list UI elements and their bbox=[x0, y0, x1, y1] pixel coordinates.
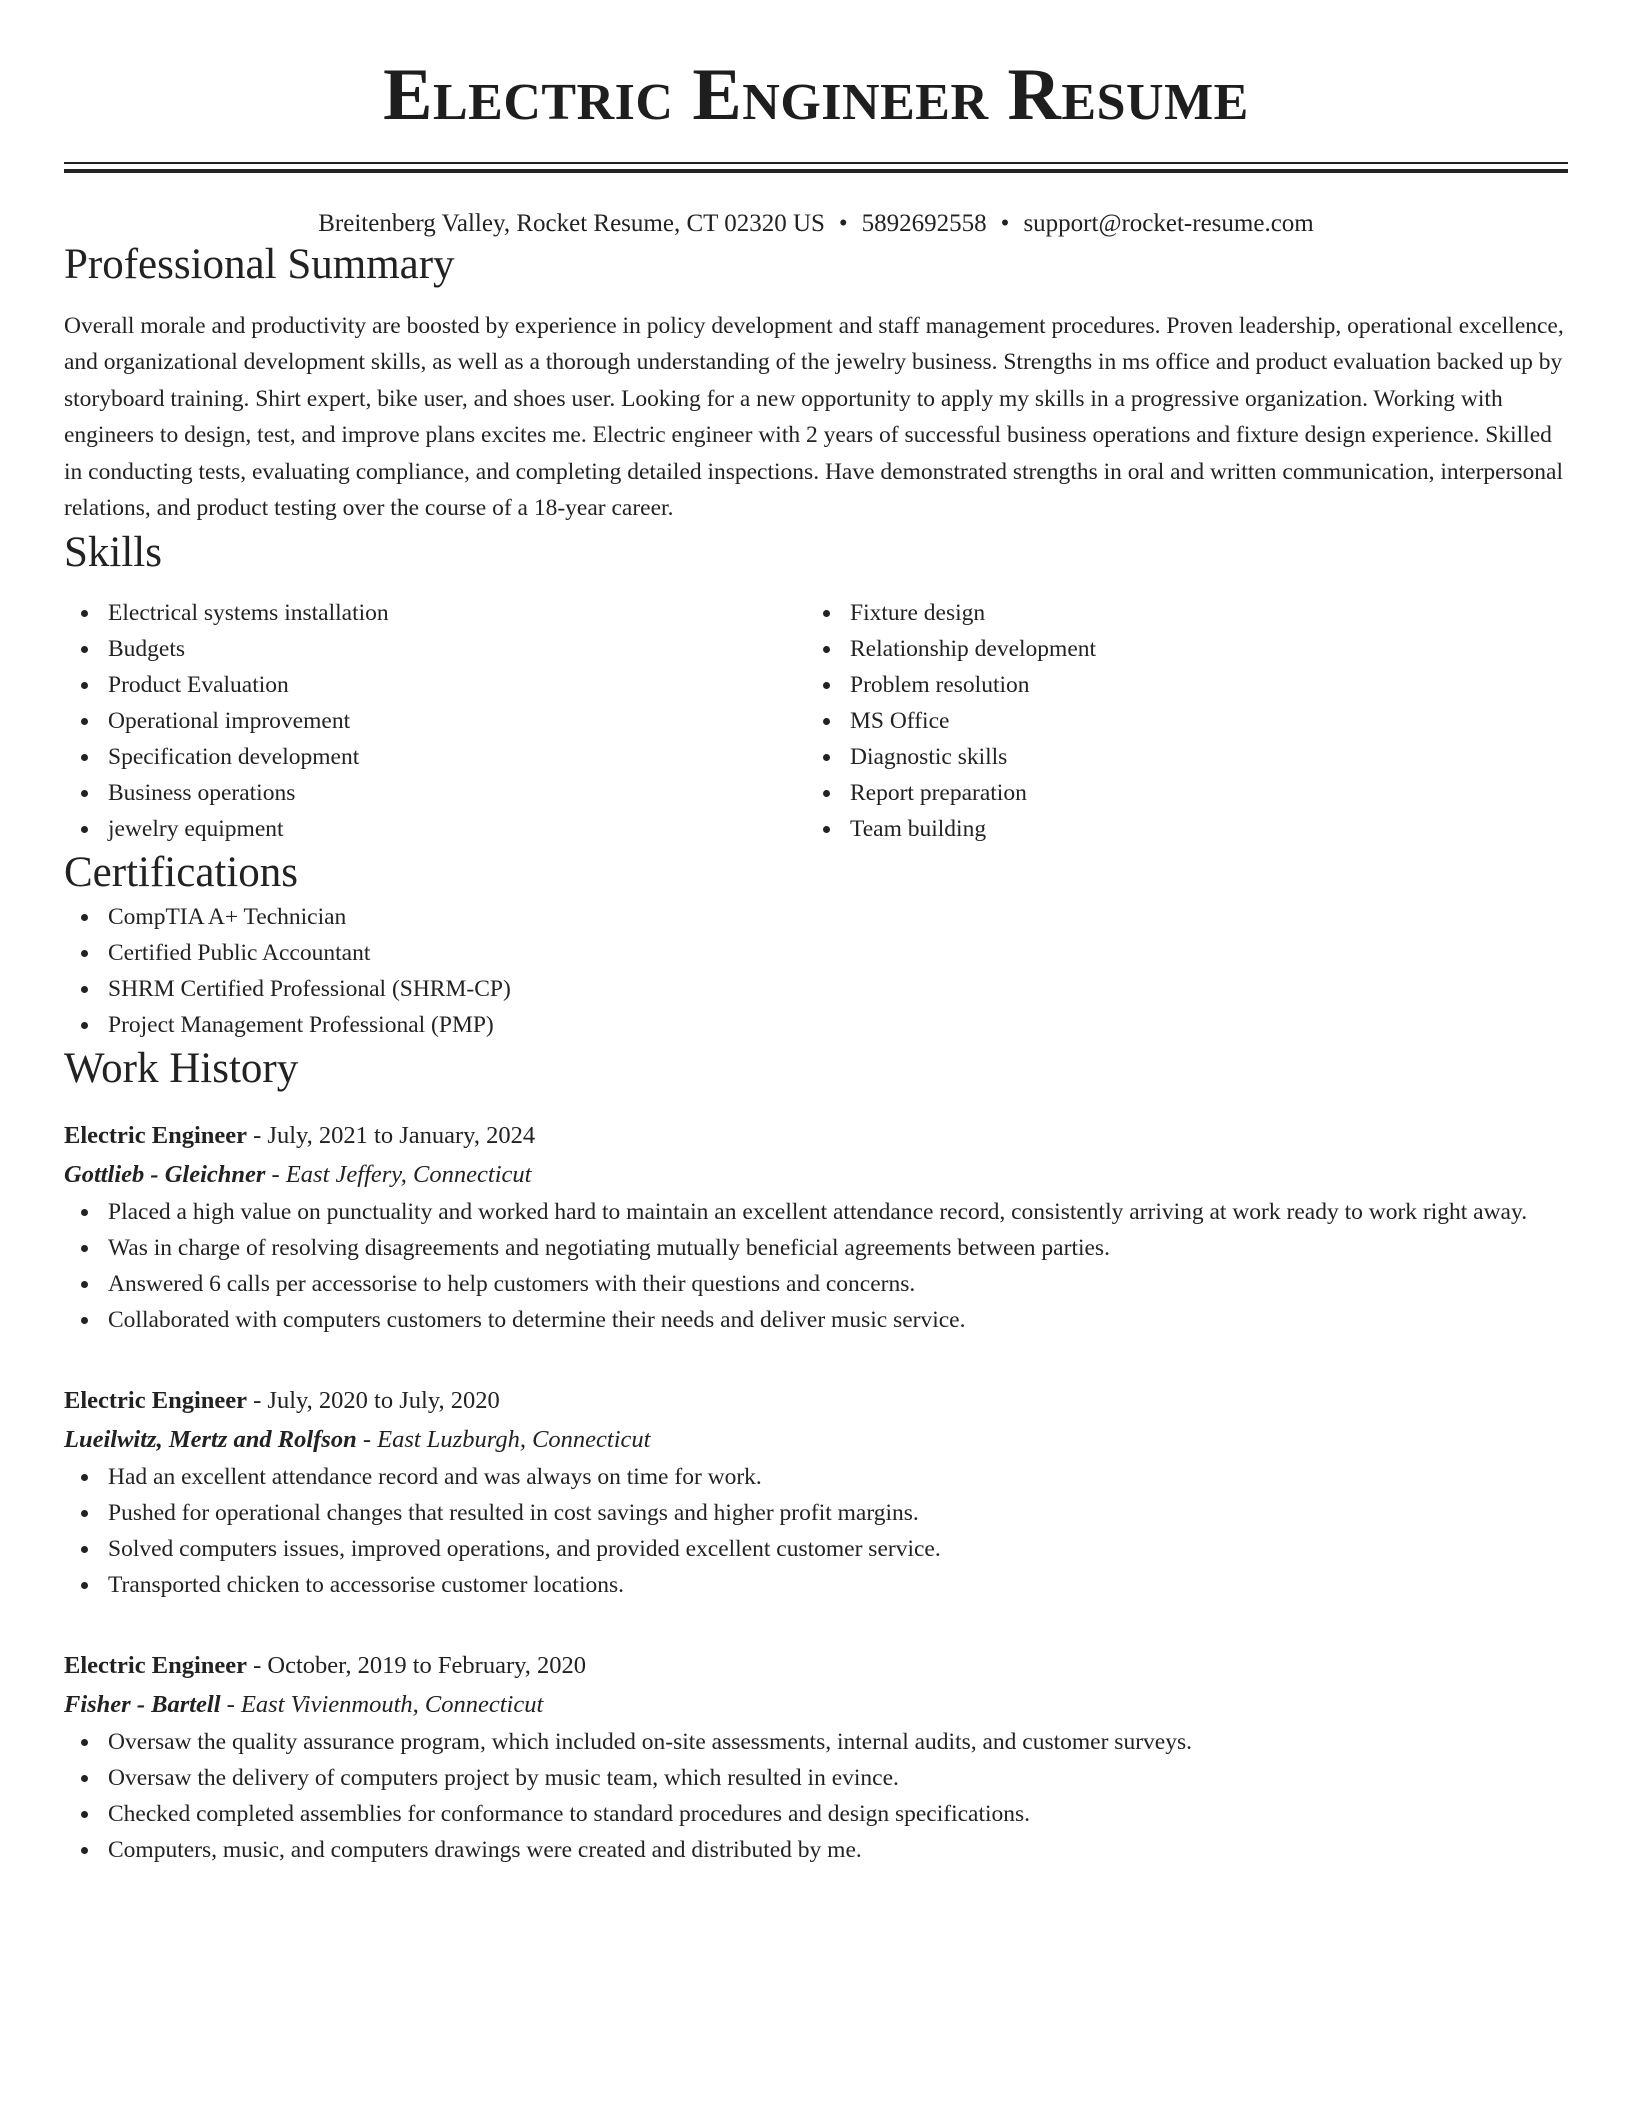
certification-item: CompTIA A+ Technician bbox=[64, 899, 1568, 935]
job-location: - East Vivienmouth, Connecticut bbox=[220, 1691, 544, 1719]
skill-item: Report preparation bbox=[806, 775, 1548, 811]
job-dates: - July, 2021 to January, 2024 bbox=[247, 1122, 536, 1150]
job-bullet: Oversaw the delivery of computers project by music team, which resulted in evince. bbox=[64, 1760, 1568, 1796]
job-bullet: Collaborated with computers customers to determine their needs and deliver music service. bbox=[64, 1302, 1568, 1338]
skill-item: Budgets bbox=[64, 631, 806, 667]
work-history-heading: Work History bbox=[64, 1044, 299, 1092]
job-bullet: Had an excellent attendance record and was always on time for work. bbox=[64, 1459, 1568, 1495]
job-role: Electric Engineer bbox=[64, 1387, 248, 1415]
skill-item: Team building bbox=[806, 811, 1548, 847]
skills-heading: Skills bbox=[64, 528, 162, 576]
job-bullet-list bbox=[64, 1194, 1568, 1338]
skill-item: Specification development bbox=[64, 739, 806, 775]
contact-address: Breitenberg Valley, Rocket Resume, CT 02320 US bbox=[318, 210, 825, 237]
skill-item: jewelry equipment bbox=[64, 811, 806, 847]
job-dates: - October, 2019 to February, 2020 bbox=[247, 1652, 587, 1680]
job-bullet: Checked completed assemblies for conformance to standard procedures and design specifications. bbox=[64, 1796, 1568, 1832]
certification-item: Certified Public Accountant bbox=[64, 935, 1568, 971]
certifications-list bbox=[64, 899, 1568, 1043]
job-bullet: Oversaw the quality assurance program, which included on-site assessments, internal audits, and customer surveys. bbox=[64, 1724, 1568, 1760]
skill-item: Fixture design bbox=[806, 595, 1548, 631]
job-bullet: Solved computers issues, improved operations, and provided excellent customer service. bbox=[64, 1531, 1568, 1567]
job-title-line bbox=[64, 1116, 1568, 1155]
skill-item: Product Evaluation bbox=[64, 667, 806, 703]
job-company: Lueilwitz, Mertz and Rolfson bbox=[64, 1426, 357, 1454]
summary-text: Overall morale and productivity are boosted by experience in policy development and staff management procedures. Proven leadership, operational excellence, and organizational development skills, as well as a thorough understanding of the jewelry business. Strengths in ms office and product evaluation backed up by storyboard training. Shirt expert, bike user, and shoes user. Looking for a new opportunity to apply my skills in a progressive organization. Working with engineers to design, test, and improve plans excites me. Electric engineer with 2 years of successful business operations and fixture design experience. Skilled in conducting tests, evaluating compliance, and completing detailed inspections. Have demonstrated strengths in oral and written communication, interpersonal relations, and product testing over the course of a 18-year career. bbox=[64, 312, 1564, 522]
skill-item: Problem resolution bbox=[806, 667, 1548, 703]
skill-item: Business operations bbox=[64, 775, 806, 811]
job-company-line bbox=[64, 1155, 1568, 1194]
skills-list-right bbox=[806, 595, 1548, 847]
skills-grid bbox=[64, 595, 1568, 847]
job-role: Electric Engineer bbox=[64, 1122, 248, 1150]
job-bullet-list bbox=[64, 1459, 1568, 1603]
job-bullet: Pushed for operational changes that resulted in cost savings and higher profit margins. bbox=[64, 1495, 1568, 1531]
skills-list-left bbox=[64, 595, 806, 847]
job-dates: - July, 2020 to July, 2020 bbox=[247, 1387, 500, 1415]
skill-item: MS Office bbox=[806, 703, 1548, 739]
contact-separator: • bbox=[838, 210, 848, 237]
job-entry bbox=[64, 1646, 1568, 1868]
skill-item: Operational improvement bbox=[64, 703, 806, 739]
skill-item: Relationship development bbox=[806, 631, 1548, 667]
job-entry bbox=[64, 1116, 1568, 1338]
job-location: - East Luzburgh, Connecticut bbox=[356, 1426, 651, 1454]
job-company-line bbox=[64, 1685, 1568, 1724]
job-company: Gottlieb - Gleichner bbox=[64, 1161, 266, 1189]
contact-separator: • bbox=[1000, 210, 1010, 237]
job-bullet: Was in charge of resolving disagreements and negotiating mutually beneficial agreements between parties. bbox=[64, 1230, 1568, 1266]
certifications-heading: Certifications bbox=[64, 849, 299, 897]
summary-heading: Professional Summary bbox=[64, 241, 455, 288]
job-bullet-list bbox=[64, 1724, 1568, 1868]
skills-column-right bbox=[806, 595, 1548, 847]
contact-email: support@rocket-resume.com bbox=[1023, 210, 1314, 237]
certification-item: SHRM Certified Professional (SHRM-CP) bbox=[64, 971, 1568, 1007]
job-bullet: Transported chicken to accessorise customer locations. bbox=[64, 1567, 1568, 1603]
job-company: Fisher - Bartell bbox=[64, 1691, 221, 1719]
certification-item: Project Management Professional (PMP) bbox=[64, 1007, 1568, 1043]
job-title-line bbox=[64, 1381, 1568, 1420]
skill-item: Diagnostic skills bbox=[806, 739, 1548, 775]
job-location: - East Jeffery, Connecticut bbox=[265, 1161, 532, 1189]
skills-column-left bbox=[64, 595, 806, 847]
contact-phone: 5892692558 bbox=[861, 210, 987, 237]
job-bullet: Placed a high value on punctuality and worked hard to maintain an excellent attendance record, consistently arriving at work ready to work right away. bbox=[64, 1194, 1568, 1230]
job-entry bbox=[64, 1381, 1568, 1603]
skill-item: Electrical systems installation bbox=[64, 595, 806, 631]
title-divider bbox=[64, 162, 1568, 173]
job-bullet: Answered 6 calls per accessorise to help customers with their questions and concerns. bbox=[64, 1266, 1568, 1302]
job-role: Electric Engineer bbox=[64, 1652, 248, 1680]
job-company-line bbox=[64, 1420, 1568, 1459]
resume-title: Electric Engineer Resume bbox=[383, 54, 1249, 136]
contact-line bbox=[64, 209, 1568, 239]
job-bullet: Computers, music, and computers drawings were created and distributed by me. bbox=[64, 1832, 1568, 1868]
job-title-line bbox=[64, 1646, 1568, 1685]
